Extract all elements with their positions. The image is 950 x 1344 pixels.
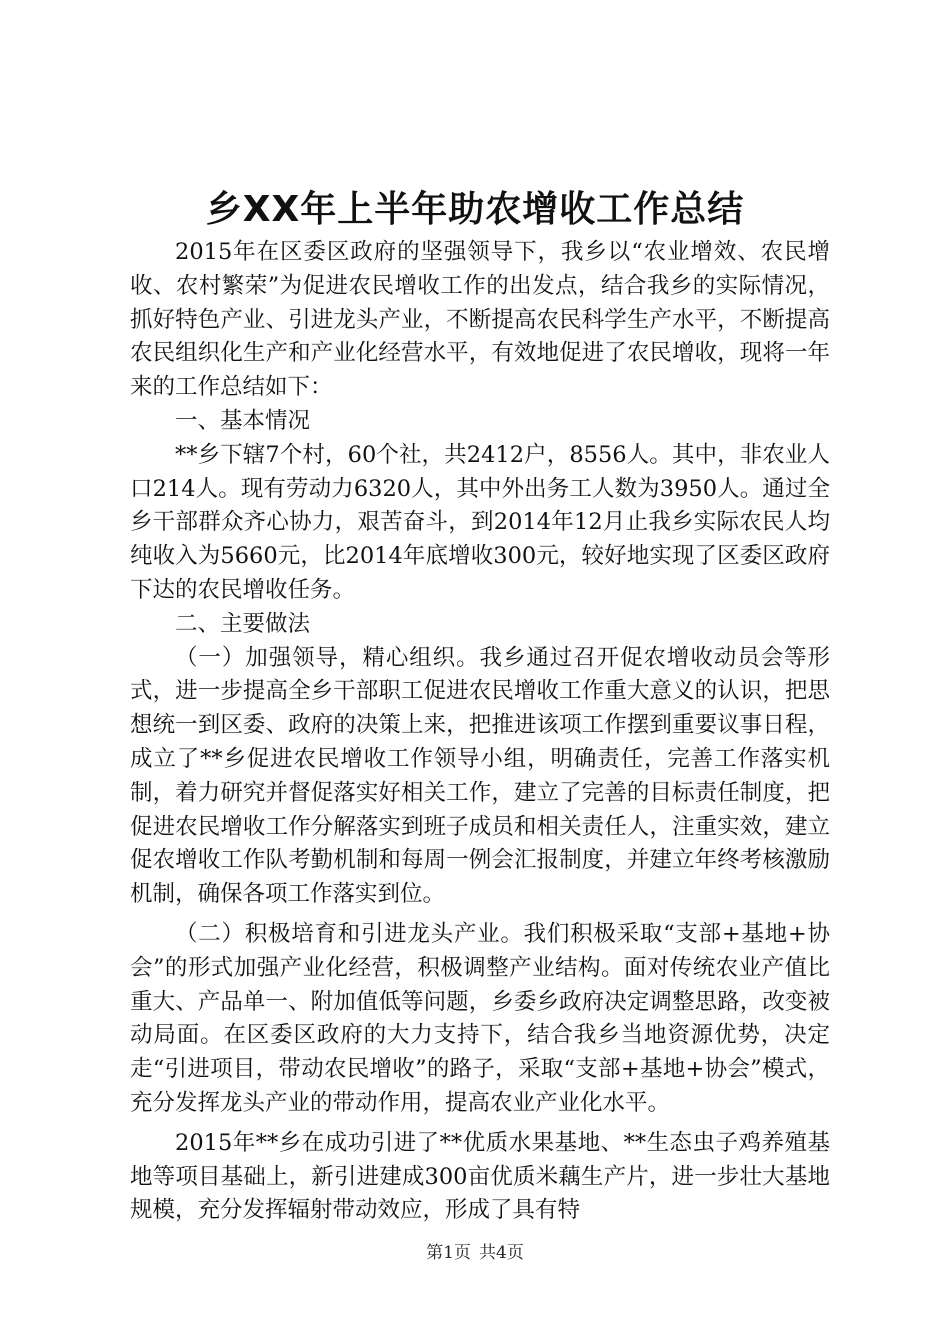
document-title: 乡XX年上半年助农增收工作总结 [205, 189, 745, 230]
section-heading-basic-situation: 一、基本情况 [175, 407, 311, 434]
paragraph-measure-leadership: （一）加强领导，精心组织。我乡通过召开促农增收动员会等形式，进一步提高全乡干部职工促进农民增收工作重大意义的认识，把思想统一到区委、政府的决策上来，把推进该项工作摆到重要议事日程，成立了**乡促进农民增收工作领导小组，明确责任，完善工作落实机制，着力研究并督促落实好相关工作，建立了完善的目标责任制度，把促进农民增收工作分解落实到班子成员和相关责任人，注重实效，建立促农增收工作队考勤机制和每周一例会汇报制度，并建立年终考核激励机制，确保各项工作落实到位。 [130, 644, 830, 908]
document-body [130, 236, 830, 1228]
paragraph-measure-leading-industry: （二）积极培育和引进龙头产业。我们积极采取“支部+基地+协会”的形式加强产业化经营，积极调整产业结构。面对传统农业产值比重大、产品单一、附加值低等问题，乡委乡政府决定调整思路，改变被动局面。在区委区政府的大力支持下，结合我乡当地资源优势，决定走“引进项目，带动农民增收”的路子，采取“支部+基地+协会”模式，充分发挥龙头产业的带动作用，提高农业产业化水平。 [130, 920, 830, 1116]
page-number-total: 共4页 [479, 1243, 524, 1263]
paragraph-intro: 2015年在区委区政府的坚强领导下，我乡以“农业增效、农民增收、农村繁荣”为促进农民增收工作的出发点，结合我乡的实际情况，抓好特色产业、引进龙头产业，不断提高农民科学生产水平，不断提高农民组织化生产和产业化经营水平，有效地促进了农民增收，现将一年来的工作总结如下： [130, 239, 830, 401]
section-heading-main-measures: 二、主要做法 [175, 610, 311, 637]
paragraph-2015-projects: 2015年**乡在成功引进了**优质水果基地、**生态虫子鸡养殖基地等项目基础上，新引进建成300亩优质米藕生产片，进一步壮大基地规模，充分发挥辐射带动效应，形成了具有特 [130, 1129, 830, 1224]
page-number-current: 第1页 [426, 1243, 471, 1263]
page-footer [0, 1242, 950, 1264]
paragraph-basic-situation: **乡下辖7个村，60个社，共2412户，8556人。其中，非农业人口214人。现有劳动力6320人，其中外出务工人数为3950人。通过全乡干部群众齐心协力，艰苦奋斗，到2014年12月止我乡实际农民人均纯收入为5660元，比2014年底增收300元，较好地实现了区委区政府下达的农民增收任务。 [130, 441, 830, 603]
